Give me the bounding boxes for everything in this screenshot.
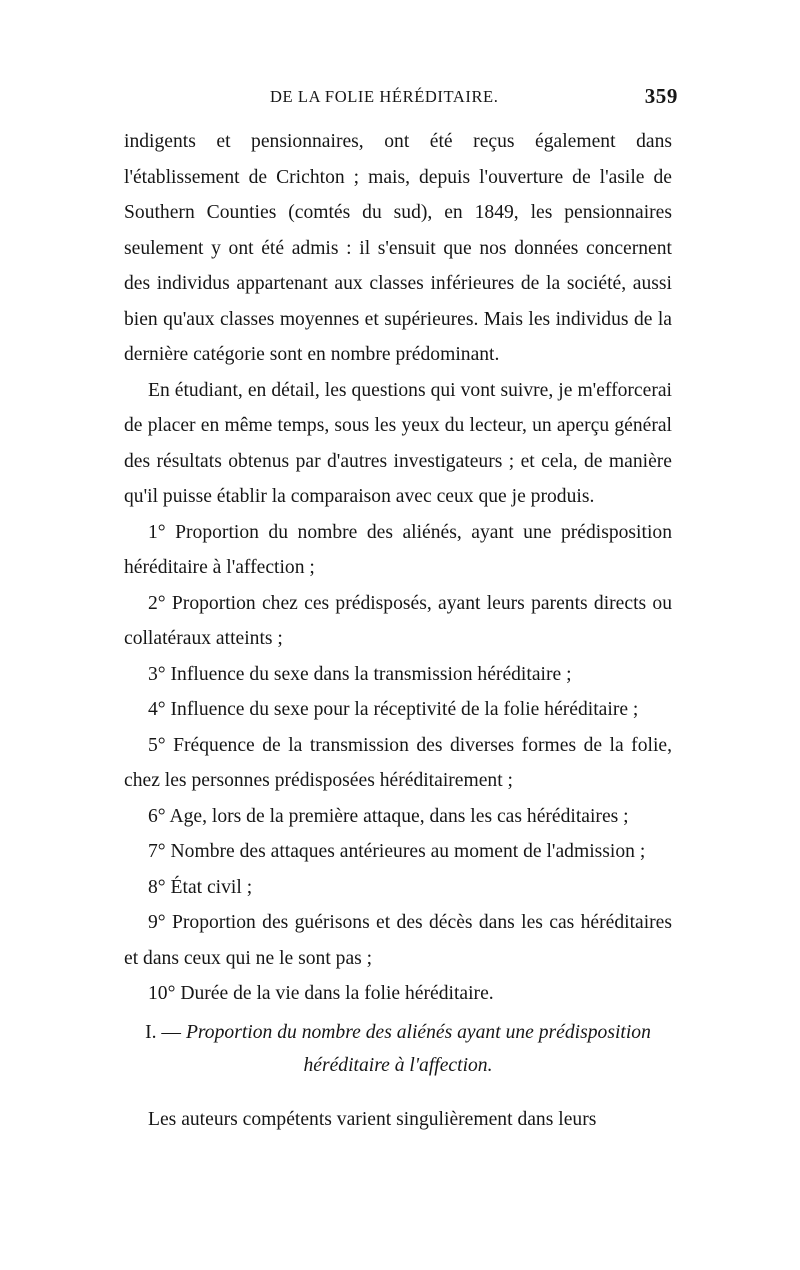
list-item-9: 9° Proportion des guérisons et des décès dans les cas héréditaires et dans ceux qui ne le sont pas ; (124, 912, 672, 969)
list-item-10: 10° Durée de la vie dans la folie héréditaire. (148, 983, 494, 1004)
running-title: DE LA FOLIE HÉRÉDITAIRE. (270, 87, 499, 106)
section-heading (124, 1016, 672, 1082)
list-item-6: 6° Age, lors de la première attaque, dans les cas héréditaires ; (148, 805, 629, 827)
list-item-5: 5° Fréquence de la transmission des diverses formes de la folie, chez les personnes prédisposées héréditairement ; (124, 734, 672, 791)
section-title: Proportion du nombre des aliénés ayant une prédisposition héréditaire à l'affection. (185, 1021, 651, 1076)
paragraph-last: Les auteurs compétents varient singulièrement dans leurs (148, 1108, 597, 1130)
list-item-3: 3° Influence du sexe dans la transmission héréditaire ; (148, 663, 572, 685)
list-item-4: 4° Influence du sexe pour la réceptivité de la folie héréditaire ; (148, 699, 639, 720)
list-item-1: 1° Proportion du nombre des aliénés, ayant une prédisposition héréditaire à l'affection ; (124, 521, 672, 578)
list-item-8: 8° État civil ; (148, 876, 253, 898)
list-item-7: 7° Nombre des attaques antérieures au moment de l'admission ; (148, 841, 646, 862)
paragraph-intro: En étudiant, en détail, les questions qui vont suivre, je m'efforcerai de placer en même temps, sous les yeux du lecteur, un aperçu général des résultats obtenus par d'autres investigateurs ; et cela, de manière qu'il puisse établir la comparaison avec ceux que je produis. (124, 379, 672, 507)
running-header (124, 84, 678, 117)
list-item-2: 2° Proportion chez ces prédisposés, ayant leurs parents directs ou collatéraux atteints ; (124, 592, 672, 649)
page-number: 359 (644, 84, 678, 108)
section-number: I. — (145, 1021, 182, 1043)
page-body (124, 124, 672, 1137)
paragraph-continuation: indigents et pensionnaires, ont été reçus également dans l'établissement de Crichton ; mais, depuis l'ouverture de l'asile de Southern Counties (comtés du sud), en 1849, les pensionnaires seulement y ont été admis : il s'ensuit que nos données concernent des individus appartenant aux classes inférieures de la société, aussi bien qu'aux classes moyennes et supérieures. Mais les individus de la dernière catégorie sont en nombre prédominant. (124, 131, 672, 365)
